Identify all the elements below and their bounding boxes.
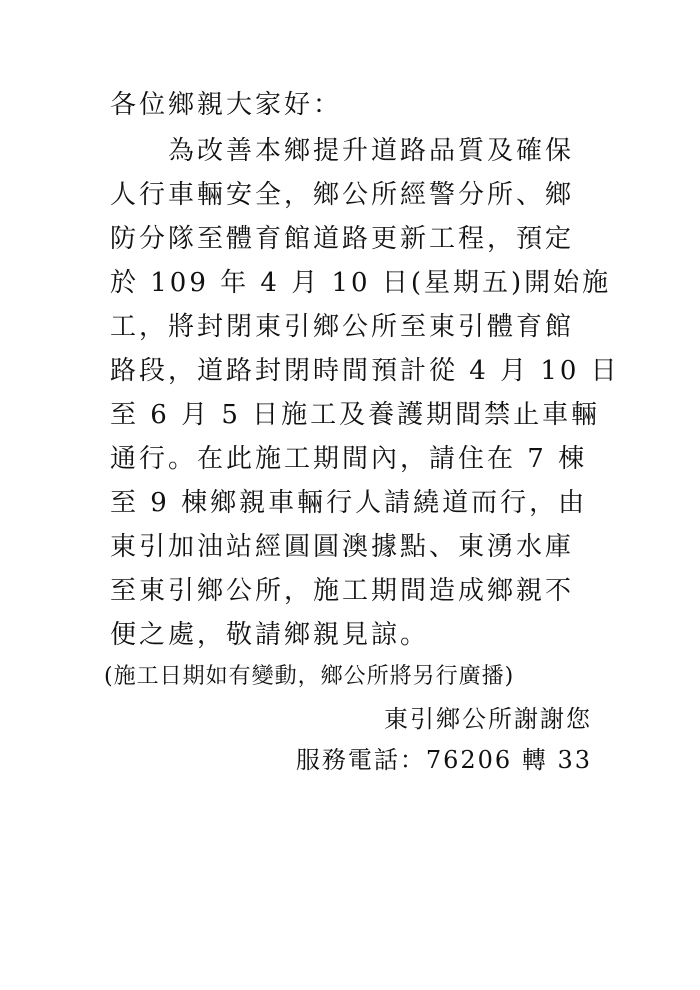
body-line: 東引加油站經圓圓澳據點、東湧水庫 xyxy=(110,532,575,562)
body-line: 工，將封閉東引鄉公所至東引體育館 xyxy=(110,312,575,342)
body-line: 人行車輛安全，鄉公所經警分所、鄉 xyxy=(110,180,575,210)
body-line: 便之處，敬請鄉親見諒。 xyxy=(110,620,430,650)
body-line: 於 109 年 4 月 10 日(星期五)開始施 xyxy=(110,268,612,298)
service-phone: 服務電話：76206 轉 33 xyxy=(295,746,592,774)
signature: 東引鄉公所謝謝您 xyxy=(384,705,592,733)
body-line: 防分隊至體育館道路更新工程，預定 xyxy=(110,224,575,254)
greeting: 各位鄉親大家好： xyxy=(110,90,343,120)
schedule-change-note: (施工日期如有變動，鄉公所將另行廣播) xyxy=(104,664,515,689)
body-line: 路段，道路封閉時間預計從 4 月 10 日 xyxy=(110,356,620,386)
body-line: 至 9 棟鄉親車輛行人請繞道而行，由 xyxy=(110,488,588,518)
body-line: 為改善本鄉提升道路品質及確保 xyxy=(110,136,575,166)
body-line: 至 6 月 5 日施工及養護期間禁止車輛 xyxy=(110,400,601,430)
body-line: 至東引鄉公所，施工期間造成鄉親不 xyxy=(110,576,575,606)
body-line: 通行。在此施工期間內，請住在 7 棟 xyxy=(110,444,588,474)
